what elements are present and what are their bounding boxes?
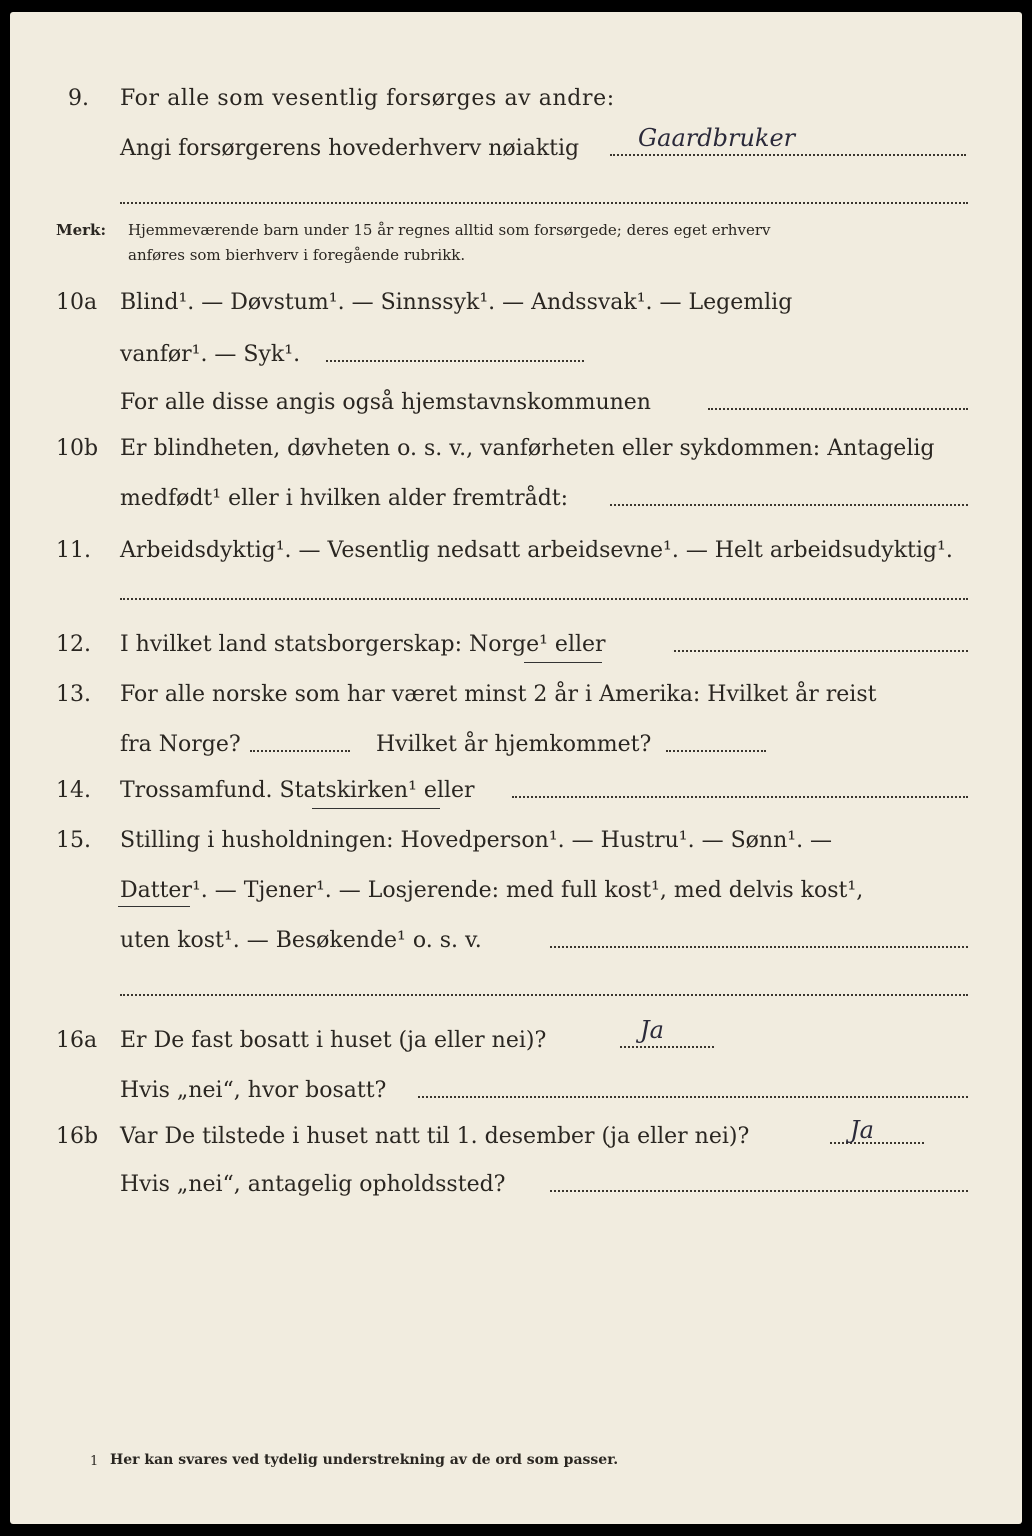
item-13-line-1: For alle norske som har været minst 2 år i Amerika: Hvilket år reist bbox=[120, 682, 877, 707]
item-16b-answer-line bbox=[830, 1142, 924, 1144]
item-16b-line-1: Var De tilstede i huset natt til 1. desember (ja eller nei)? bbox=[120, 1124, 750, 1149]
hometown-answer-line bbox=[708, 408, 968, 410]
note-label: Merk: bbox=[56, 221, 106, 239]
item-11-answer-line bbox=[120, 598, 968, 600]
return-year-line bbox=[666, 750, 766, 752]
item-10b-answer-line bbox=[610, 504, 968, 506]
footnote-mark: 1 bbox=[90, 1454, 99, 1469]
note-line-2: anføres som bierhverv i foregående rubrikk. bbox=[128, 246, 466, 264]
item-15-number: 15. bbox=[56, 828, 91, 853]
item-15-extra-line bbox=[120, 994, 968, 996]
item-12-number: 12. bbox=[56, 632, 91, 657]
item-15-line-1: Stilling i husholdningen: Hovedperson¹. — Hustru¹. — Sønn¹. — bbox=[120, 828, 833, 853]
datter-underline bbox=[118, 906, 190, 907]
census-form-page bbox=[10, 12, 1022, 1524]
residence-elsewhere-line bbox=[550, 1190, 968, 1192]
residence-answer-line bbox=[418, 1096, 968, 1098]
item-15-line-3: uten kost¹. — Besøkende¹ o. s. v. bbox=[120, 928, 482, 953]
item-15-line-2: Datter¹. — Tjener¹. — Losjerende: med full kost¹, med delvis kost¹, bbox=[120, 878, 864, 903]
statskirken-underline bbox=[312, 808, 440, 809]
item-14-answer-line bbox=[512, 796, 968, 798]
item-10a-line-3: For alle disse angis også hjemstavnskommunen bbox=[120, 390, 651, 415]
note-line-1: Hjemmeværende barn under 15 år regnes alltid som forsørgede; deres eget erhverv bbox=[128, 221, 771, 239]
occupation-answer-line bbox=[610, 154, 966, 156]
item-10a-line-1: Blind¹. — Døvstum¹. — Sinnssyk¹. — Andssvak¹. — Legemlig bbox=[120, 290, 793, 315]
item-11-line-1: Arbeidsdyktig¹. — Vesentlig nedsatt arbeidsevne¹. — Helt arbeidsudyktig¹. bbox=[120, 538, 953, 563]
item-12-line-1: I hvilket land statsborgerskap: Norge¹ eller bbox=[120, 632, 606, 657]
item-16a-number: 16a bbox=[56, 1028, 98, 1053]
item-15-answer-line bbox=[550, 946, 968, 948]
item-13-line-2: fra Norge? bbox=[120, 732, 241, 757]
item-9-line-2: Angi forsørgerens hovederhverv nøiaktig bbox=[120, 136, 580, 161]
item-9-extra-line bbox=[120, 202, 968, 204]
item-12-answer-line bbox=[674, 650, 968, 652]
emigration-year-line bbox=[250, 750, 350, 752]
item-11-number: 11. bbox=[56, 538, 91, 563]
item-16a-line-2: Hvis „nei“, hvor bosatt? bbox=[120, 1078, 387, 1103]
item-16b-handwriting: Ja bbox=[850, 1116, 874, 1144]
item-10a-line-2: vanfør¹. — Syk¹. bbox=[120, 342, 301, 367]
item-10a-answer-line bbox=[326, 360, 584, 362]
item-14-line-1: Trossamfund. Statskirken¹ eller bbox=[120, 778, 475, 803]
item-9-number: 9. bbox=[68, 86, 89, 111]
footnote-text: Her kan svares ved tydelig understrekning av de ord som passer. bbox=[110, 1452, 619, 1468]
item-16a-handwriting: Ja bbox=[640, 1016, 664, 1044]
item-9-line-1: For alle som vesentlig forsørges av andre: bbox=[120, 86, 615, 111]
item-13-line-3: Hvilket år hjemkommet? bbox=[376, 732, 652, 757]
item-16b-number: 16b bbox=[56, 1124, 99, 1149]
item-10b-line-1: Er blindheten, døvheten o. s. v., vanførheten eller sykdommen: Antagelig bbox=[120, 436, 935, 461]
norge-underline bbox=[524, 662, 602, 663]
item-14-number: 14. bbox=[56, 778, 91, 803]
item-10a-number: 10a bbox=[56, 290, 98, 315]
item-10b-number: 10b bbox=[56, 436, 99, 461]
item-16b-line-2: Hvis „nei“, antagelig opholdssted? bbox=[120, 1172, 506, 1197]
item-16a-answer-line bbox=[620, 1046, 714, 1048]
occupation-handwriting: Gaardbruker bbox=[638, 124, 796, 152]
item-10b-line-2: medfødt¹ eller i hvilken alder fremtrådt: bbox=[120, 486, 569, 511]
item-16a-line-1: Er De fast bosatt i huset (ja eller nei)? bbox=[120, 1028, 547, 1053]
item-13-number: 13. bbox=[56, 682, 91, 707]
